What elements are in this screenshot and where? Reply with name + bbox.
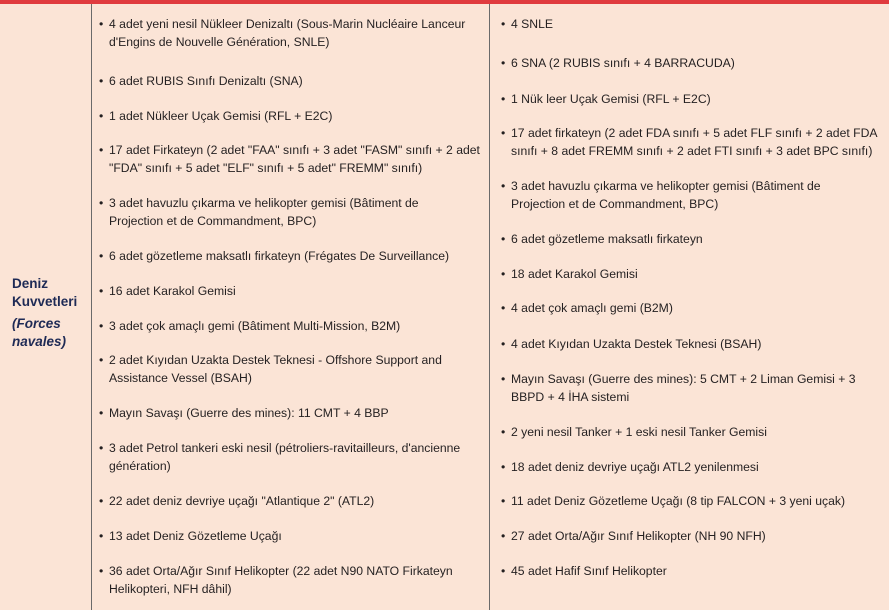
current-inventory-item-line1: [99, 141, 480, 159]
current-inventory-item-line2: Projection et de Commandment, BPC): [109, 214, 317, 228]
current-inventory-item-text: 3 adet havuzlu çıkarma ve helikopter gemisi (Bâtiment de: [109, 196, 419, 210]
planned-inventory-item-line1: [501, 15, 553, 33]
current-inventory-item: [99, 194, 419, 230]
planned-inventory-item-line1: [501, 54, 735, 72]
current-inventory-item: [99, 492, 374, 510]
planned-inventory-item: [501, 562, 667, 580]
planned-inventory-item-line1: [501, 335, 761, 353]
bullet-icon: •: [501, 494, 506, 508]
bullet-icon: •: [501, 372, 506, 386]
bullet-icon: •: [99, 353, 104, 367]
current-inventory-item: [99, 404, 389, 422]
current-inventory-item-text: 6 adet RUBIS Sınıfı Denizaltı (SNA): [109, 74, 303, 88]
planned-inventory-item-line1: [501, 458, 759, 476]
planned-inventory-item: [501, 124, 878, 160]
bullet-icon: •: [501, 56, 506, 70]
planned-inventory-item: [501, 527, 766, 545]
current-inventory-item: [99, 562, 453, 598]
current-inventory-item-line2: "FDA" sınıfı + 5 adet "ELF" sınıfı + 5 adet" FREMM" sınıfı): [109, 161, 423, 175]
row-label: [12, 275, 77, 351]
current-inventory-item-line1: [99, 72, 303, 90]
current-inventory-item: [99, 351, 442, 387]
current-inventory-item-text: 1 adet Nükleer Uçak Gemisi (RFL + E2C): [109, 109, 333, 123]
planned-inventory-item-line1: [501, 492, 845, 510]
current-inventory-item: [99, 439, 460, 475]
current-inventory-item-line1: [99, 317, 400, 335]
row-label-sub-line1: (Forces: [12, 316, 61, 331]
current-inventory-item-text: 17 adet Firkateyn (2 adet "FAA" sınıfı + 3 adet "FASM" sınıfı + 2 adet: [109, 143, 480, 157]
planned-inventory-item: [501, 15, 553, 33]
planned-inventory-item-text: 45 adet Hafif Sınıf Helikopter: [511, 564, 667, 578]
planned-inventory-item-line1: [501, 370, 856, 388]
current-inventory-item: [99, 141, 480, 177]
planned-inventory-item-text: Mayın Savaşı (Guerre des mines): 5 CMT + 2 Liman Gemisi + 3: [511, 372, 856, 386]
bullet-icon: •: [99, 284, 104, 298]
current-inventory-item: [99, 282, 236, 300]
planned-inventory-item-text: 17 adet firkateyn (2 adet FDA sınıfı + 5 adet FLF sınıfı + 2 adet FDA: [511, 126, 878, 140]
bullet-icon: •: [99, 17, 104, 31]
bullet-icon: •: [99, 494, 104, 508]
bullet-icon: •: [501, 126, 506, 140]
planned-inventory-item-line1: [501, 230, 703, 248]
current-inventory-item-text: 3 adet Petrol tankeri eski nesil (pétroliers-ravitailleurs, d'ancienne: [109, 441, 461, 455]
planned-inventory-item-text: 6 SNA (2 RUBIS sınıfı + 4 BARRACUDA): [511, 56, 735, 70]
bullet-icon: •: [99, 406, 104, 420]
planned-inventory-item: [501, 423, 767, 441]
bullet-icon: •: [501, 337, 506, 351]
bullet-icon: •: [501, 460, 506, 474]
current-inventory-item-text: Mayın Savaşı (Guerre des mines): 11 CMT + 4 BBP: [109, 406, 389, 420]
planned-inventory-item-text: 4 adet Kıyıdan Uzakta Destek Teknesi (BSAH): [511, 337, 762, 351]
planned-inventory-item-text: 6 adet gözetleme maksatlı firkateyn: [511, 232, 703, 246]
planned-inventory-item-line1: [501, 124, 878, 142]
planned-inventory-item: [501, 458, 759, 476]
planned-inventory-item: [501, 265, 638, 283]
current-inventory-item: [99, 317, 400, 335]
current-inventory-item: [99, 15, 465, 51]
bullet-icon: •: [501, 425, 506, 439]
current-inventory-item-line1: [99, 404, 389, 422]
current-inventory-item-line1: [99, 15, 465, 33]
row-label-main-line2: Kuvvetleri: [12, 294, 78, 309]
current-inventory-item-line1: [99, 351, 442, 369]
current-inventory-item-text: 13 adet Deniz Gözetleme Uçağı: [109, 529, 282, 543]
current-inventory-item-line2: Helikopteri, NFH dâhil): [109, 582, 232, 596]
current-inventory-item-text: 3 adet çok amaçlı gemi (Bâtiment Multi-Mission, B2M): [109, 319, 401, 333]
current-inventory-item-text: 6 adet gözetleme maksatlı firkateyn (Frégates De Surveillance): [109, 249, 450, 263]
current-inventory-item: [99, 247, 449, 265]
current-inventory-item-line2: d'Engins de Nouvelle Génération, SNLE): [109, 35, 330, 49]
current-inventory-item-line1: [99, 194, 419, 212]
planned-inventory-item-line2: BBPD + 4 İHA sistemi: [511, 390, 630, 404]
bullet-icon: •: [501, 267, 506, 281]
current-inventory-item-text: 16 adet Karakol Gemisi: [109, 284, 236, 298]
bullet-icon: •: [99, 441, 104, 455]
bullet-icon: •: [501, 564, 506, 578]
bullet-icon: •: [99, 319, 104, 333]
planned-inventory-item: [501, 230, 703, 248]
bullet-icon: •: [99, 74, 104, 88]
planned-inventory-item-text: 2 yeni nesil Tanker + 1 eski nesil Tanker Gemisi: [511, 425, 767, 439]
planned-inventory-item: [501, 299, 673, 317]
current-inventory-item-line2: Assistance Vessel (BSAH): [109, 371, 252, 385]
current-inventory-item: [99, 527, 282, 545]
planned-inventory-item-text: 1 Nük leer Uçak Gemisi (RFL + E2C): [511, 92, 711, 106]
planned-inventory-item-text: 4 SNLE: [511, 17, 554, 31]
current-inventory-item-text: 22 adet deniz devriye uçağı "Atlantique 2" (ATL2): [109, 494, 375, 508]
planned-inventory-item-line1: [501, 423, 767, 441]
bullet-icon: •: [99, 109, 104, 123]
bullet-icon: •: [99, 249, 104, 263]
bullet-icon: •: [99, 143, 104, 157]
bullet-icon: •: [501, 529, 506, 543]
current-inventory-item: [99, 107, 332, 125]
planned-inventory-item-line1: [501, 177, 821, 195]
current-inventory-item-text: 2 adet Kıyıdan Uzakta Destek Teknesi - Offshore Support and: [109, 353, 442, 367]
bullet-icon: •: [99, 564, 104, 578]
current-inventory-item-text: 36 adet Orta/Ağır Sınıf Helikopter (22 adet N90 NATO Firkateyn: [109, 564, 453, 578]
planned-inventory-item: [501, 90, 711, 108]
current-inventory-item-line1: [99, 439, 460, 457]
planned-inventory-column: [491, 4, 889, 610]
current-inventory-item-line1: [99, 492, 374, 510]
bullet-icon: •: [99, 196, 104, 210]
current-inventory-item-line2: génération): [109, 459, 171, 473]
current-inventory-item: [99, 72, 303, 90]
planned-inventory-item-line1: [501, 90, 711, 108]
planned-inventory-item-line1: [501, 527, 766, 545]
current-inventory-item-line1: [99, 107, 332, 125]
current-inventory-item-line1: [99, 282, 236, 300]
current-inventory-item-text: 4 adet yeni nesil Nükleer Denizaltı (Sous-Marin Nucléaire Lanceur: [109, 17, 466, 31]
bullet-icon: •: [99, 529, 104, 543]
row-label-cell: [0, 4, 92, 610]
bullet-icon: •: [501, 92, 506, 106]
current-inventory-item-line1: [99, 527, 282, 545]
bullet-icon: •: [501, 301, 506, 315]
planned-inventory-item-text: 11 adet Deniz Gözetleme Uçağı (8 tip FALCON + 3 yeni uçak): [511, 494, 846, 508]
planned-inventory-item-text: 18 adet Karakol Gemisi: [511, 267, 638, 281]
current-inventory-item-line1: [99, 247, 449, 265]
planned-inventory-item-line2: Projection et de Commandment, BPC): [511, 197, 719, 211]
planned-inventory-item: [501, 177, 821, 213]
planned-inventory-item-text: 3 adet havuzlu çıkarma ve helikopter gemisi (Bâtiment de: [511, 179, 821, 193]
row-label-sub-line2: navales): [12, 334, 67, 349]
planned-inventory-item-line2: sınıfı + 8 adet FREMM sınıfı + 2 adet FTI sınıfı + 3 adet BPC sınıfı): [511, 144, 873, 158]
planned-inventory-item: [501, 370, 856, 406]
planned-inventory-item-line1: [501, 299, 673, 317]
planned-inventory-item-line1: [501, 265, 638, 283]
planned-inventory-item-text: 18 adet deniz devriye uçağı ATL2 yenilenmesi: [511, 460, 759, 474]
bullet-icon: •: [501, 179, 506, 193]
planned-inventory-item: [501, 335, 761, 353]
current-inventory-column: [92, 4, 490, 610]
row-label-main-line1: Deniz: [12, 276, 49, 291]
planned-inventory-item-text: 27 adet Orta/Ağır Sınıf Helikopter (NH 90 NFH): [511, 529, 766, 543]
planned-inventory-item-line1: [501, 562, 667, 580]
planned-inventory-item: [501, 54, 735, 72]
planned-inventory-item: [501, 492, 845, 510]
planned-inventory-item-text: 4 adet çok amaçlı gemi (B2M): [511, 301, 673, 315]
bullet-icon: •: [501, 17, 506, 31]
bullet-icon: •: [501, 232, 506, 246]
current-inventory-item-line1: [99, 562, 453, 580]
